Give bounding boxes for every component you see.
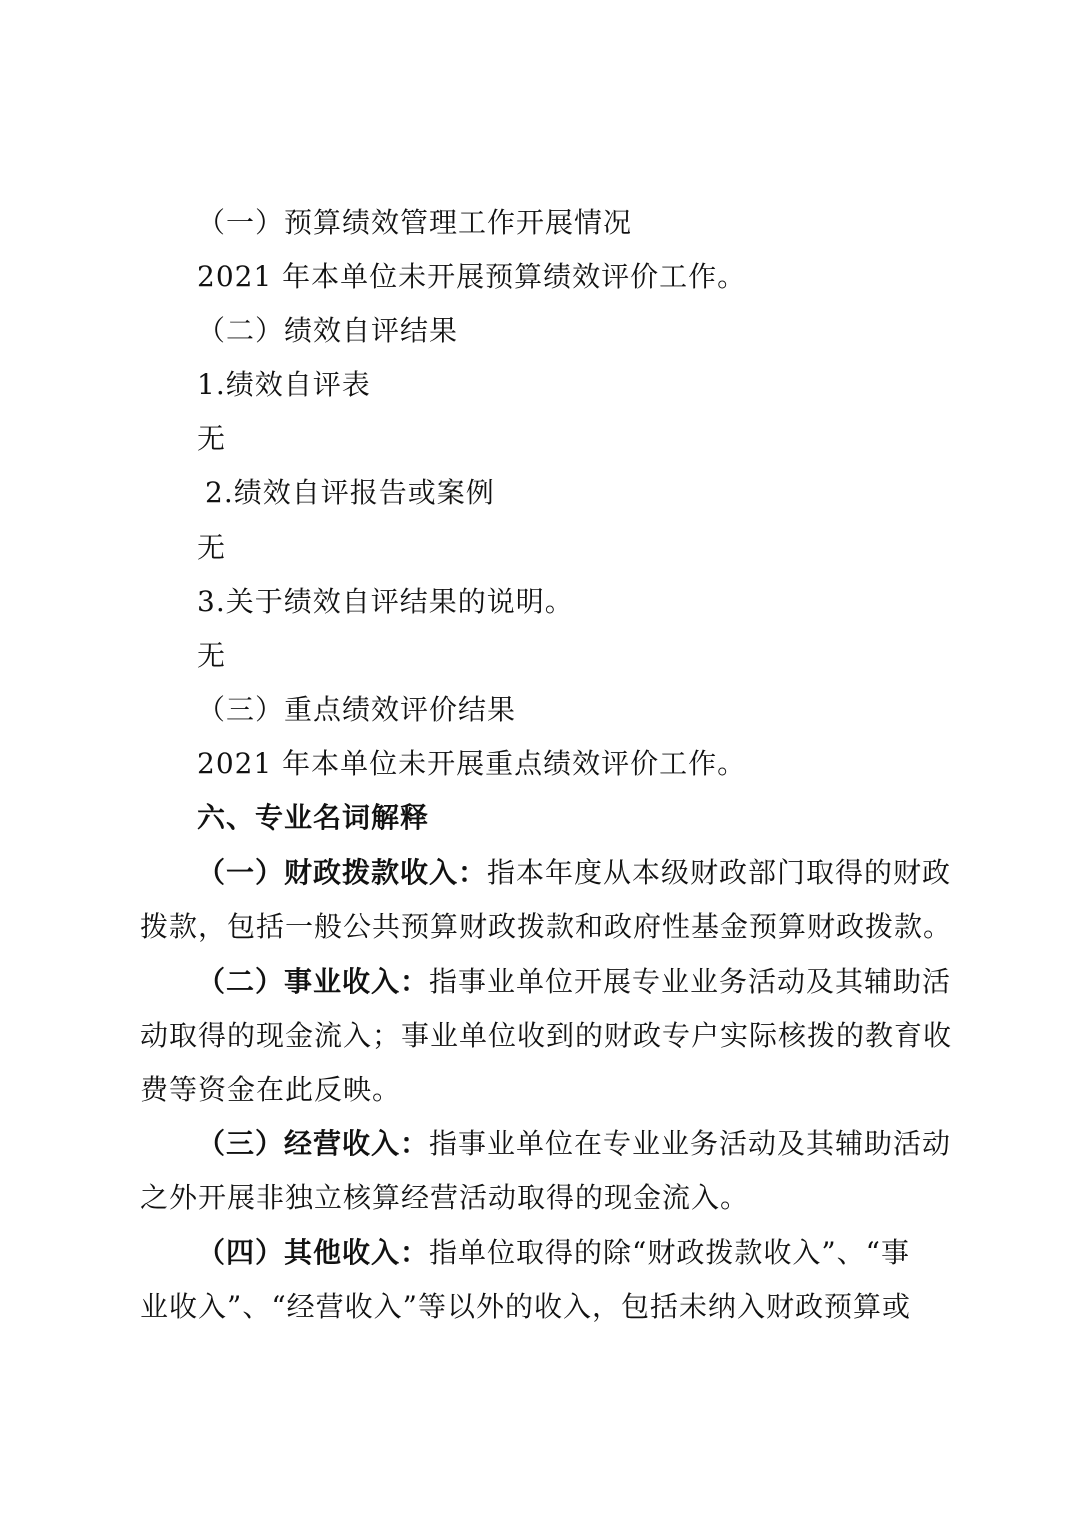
definition-other-income-cont: 业收入”、“经营收入”等以外的收入，包括未纳入财政预算或 bbox=[140, 1290, 911, 1323]
term-business-income: （二）事业收入： bbox=[197, 965, 430, 998]
subheading-self-evaluation: （二）绩效自评结果 bbox=[197, 314, 459, 347]
subheading-key-evaluation: （三）重点绩效评价结果 bbox=[197, 693, 517, 726]
term-other-income: （四）其他收入： bbox=[197, 1236, 430, 1269]
definition-operating-income-cont: 之外开展非独立核算经营活动取得的现金流入。 bbox=[140, 1181, 750, 1214]
item-self-evaluation-note: 3.关于绩效自评结果的说明。 bbox=[197, 585, 574, 618]
subheading-budget-performance: （一）预算绩效管理工作开展情况 bbox=[197, 206, 633, 239]
definition-other-income bbox=[197, 1233, 937, 1273]
definition-text: 指单位取得的除“财政拨款收入”、“事 bbox=[429, 1236, 910, 1269]
definition-business-income-cont: 动取得的现金流入；事业单位收到的财政专户实际核拨的教育收 bbox=[140, 1019, 953, 1052]
definition-text: 指本年度从本级财政部门取得的财政 bbox=[487, 856, 952, 889]
definition-fiscal-appropriation bbox=[197, 853, 952, 893]
paragraph-budget-performance: 2021 年本单位未开展预算绩效评价工作。 bbox=[197, 260, 747, 293]
item-self-evaluation-table: 1.绩效自评表 bbox=[197, 368, 371, 401]
definition-text: 指事业单位开展专业业务活动及其辅助活 bbox=[429, 965, 952, 998]
term-fiscal-appropriation: （一）财政拨款收入： bbox=[197, 856, 488, 889]
item-self-evaluation-report: 2.绩效自评报告或案例 bbox=[205, 476, 495, 509]
definition-operating-income bbox=[197, 1124, 952, 1164]
item-self-evaluation-table-value: 无 bbox=[197, 422, 227, 455]
definition-text: 指事业单位在专业业务活动及其辅助活动 bbox=[429, 1127, 952, 1160]
definition-fiscal-appropriation-cont: 拨款，包括一般公共预算财政拨款和政府性基金预算财政拨款。 bbox=[140, 910, 953, 943]
definition-business-income bbox=[197, 962, 952, 1002]
item-self-evaluation-note-value: 无 bbox=[197, 639, 227, 672]
paragraph-key-evaluation: 2021 年本单位未开展重点绩效评价工作。 bbox=[197, 747, 747, 780]
term-operating-income: （三）经营收入： bbox=[197, 1127, 430, 1160]
item-self-evaluation-report-value: 无 bbox=[197, 531, 227, 564]
section-heading-terms: 六、专业名词解释 bbox=[197, 801, 430, 834]
definition-business-income-cont2: 费等资金在此反映。 bbox=[140, 1073, 402, 1106]
